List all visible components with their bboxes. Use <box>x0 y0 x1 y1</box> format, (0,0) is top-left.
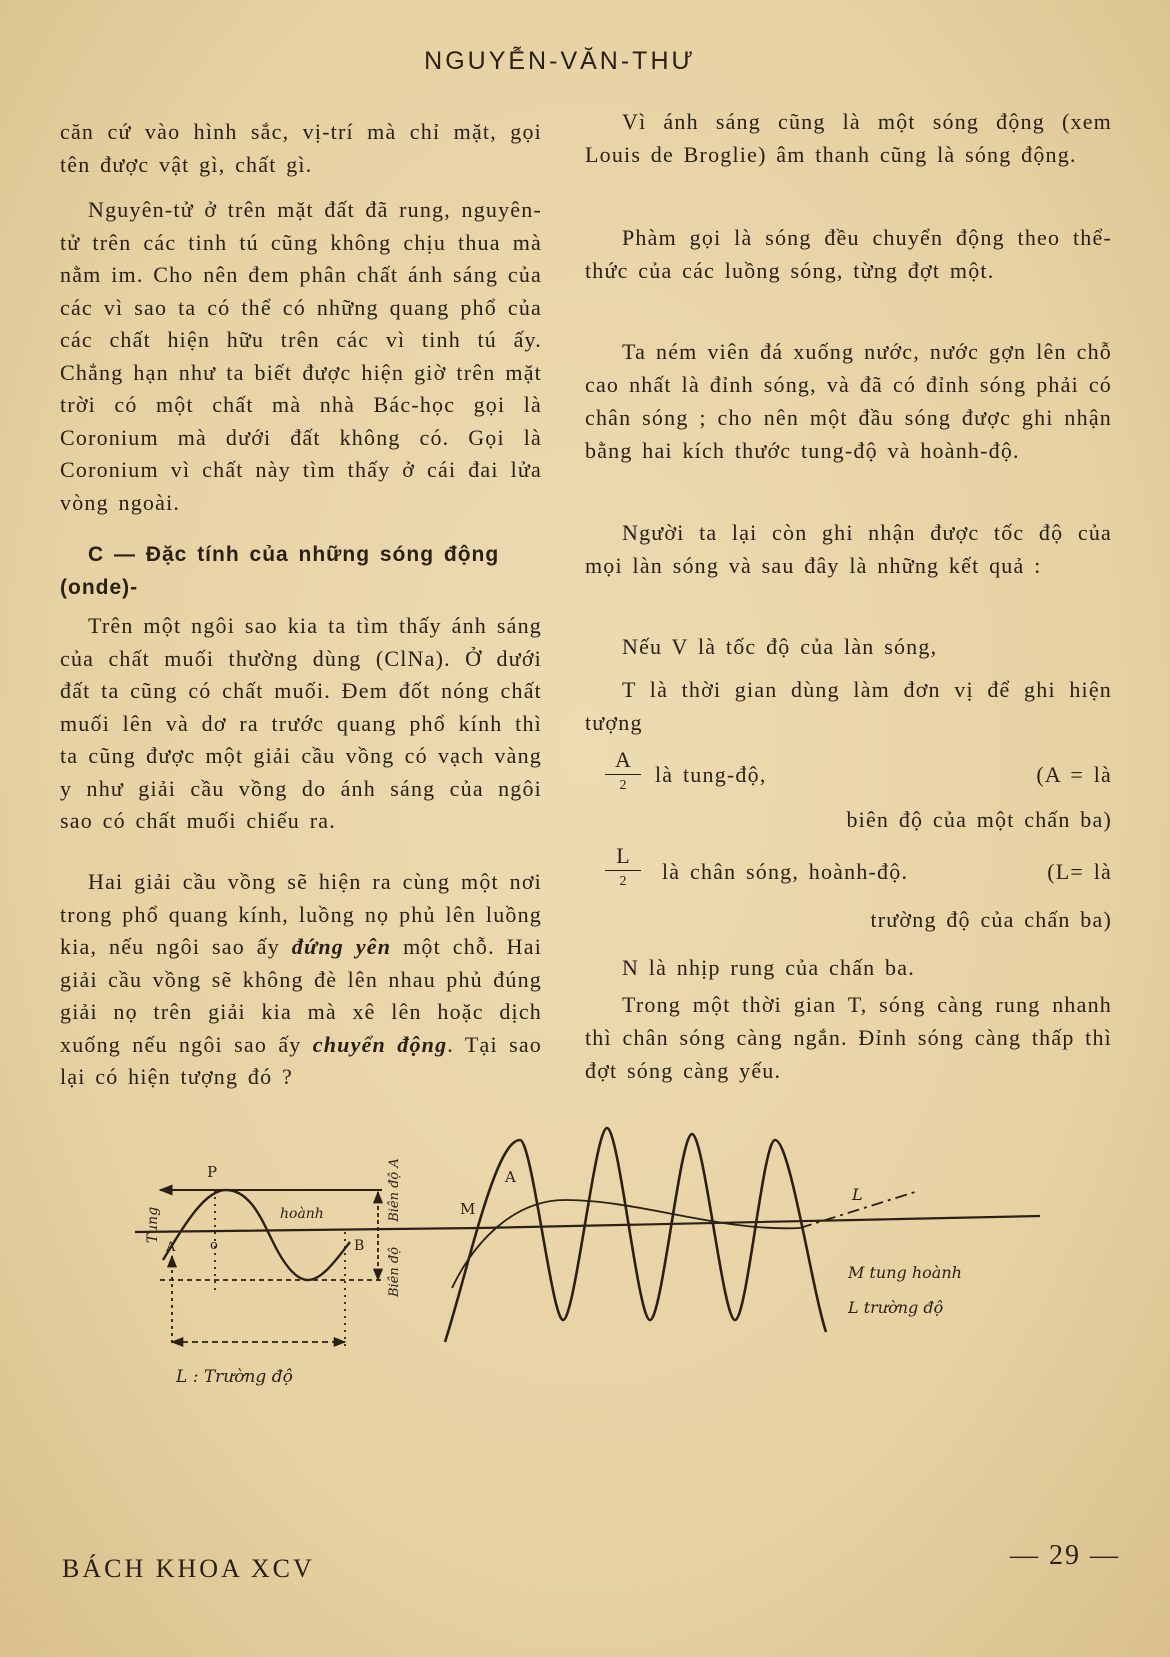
running-title: NGUYỄN-VĂN-THƯ <box>424 47 696 75</box>
paragraph-stone-water: Ta ném viên đá xuống nước, nước gợn lên chỗ cao nhất là đỉnh sóng, và đã có đỉnh sóng phải có chân sóng ; cho nên một đầu sóng được ghi nhận bằng hai kích thước tung-độ và hoành-độ. <box>585 339 1112 463</box>
fraction-l-definition: là chân sóng, hoành-độ. <box>662 859 909 884</box>
paragraph-results: Người ta lại còn ghi nhận được tốc độ của mọi làn sóng và sau đây là những kết quả : <box>585 520 1112 578</box>
paragraph-conclusion: Trong một thời gian T, sóng càng rung nhanh thì chân sóng càng ngắn. Đỉnh sóng càng thấp thì đợt sóng càng yếu. <box>585 992 1112 1083</box>
fraction-numerator: A <box>615 747 631 772</box>
fraction-a-note-start: (A = là <box>1036 762 1112 787</box>
fraction-bar <box>605 870 641 871</box>
label-tung: Tung <box>145 1206 161 1244</box>
label-wavelength: L : Trường độ <box>176 1367 293 1387</box>
label-o: o <box>210 1238 218 1253</box>
fraction-l-note-end: trường độ của chấn ba) <box>870 907 1112 932</box>
legend-m: M tung hoành <box>848 1263 962 1282</box>
small-wave <box>163 1190 350 1280</box>
label-l-curve: L <box>852 1185 863 1204</box>
section-heading: C — Đặc tính của những sóng động (onde)- <box>60 543 500 599</box>
horizontal-axis <box>135 1216 1040 1232</box>
fraction-denominator: 2 <box>619 778 627 793</box>
label-m: M <box>460 1200 476 1218</box>
paragraph-text: Hai giải cầu vồng sẽ hiện ra cùng một nơi trong phổ quang kính, luồng nọ phủ lên luồng kia, nếu ngôi sao ấy <box>60 869 542 959</box>
fraction-denominator: 2 <box>619 874 627 889</box>
label-bien-do-a: Biên độ A <box>387 1158 402 1222</box>
fraction-a-definition: là tung-độ, <box>655 762 767 787</box>
paragraph-text: . Tại sao lại có hiện tượng đó ? <box>60 1031 543 1089</box>
paragraph-rainbow-shift <box>60 866 542 1094</box>
definition-t: T là thời gian dùng làm đơn vị để ghi hiện tượng <box>585 677 1112 735</box>
fraction-bar <box>605 774 641 775</box>
label-bien-do: Biên độ <box>387 1246 402 1298</box>
magazine-name: BÁCH KHOA XCV <box>62 1554 315 1583</box>
fraction-a-over-2 <box>603 748 643 794</box>
label-b: B <box>354 1238 365 1254</box>
label-p: P <box>207 1163 218 1181</box>
emphasis-stationary: đứng yên <box>291 934 392 959</box>
label-a-peak: A <box>505 1168 516 1186</box>
fraction-numerator: L <box>616 843 630 868</box>
paragraph-atoms: Nguyên-tử ở trên mặt đất đã rung, nguyên-tử trên các tinh tú cũng không chịu thua mà nằm im. Cho nên đem phân chất ánh sáng của các vì sao ta có thể có những quang phổ của các chất hiện hữu trên các vì tinh tú ấy. Chẳng hạn như ta biết được hiện giờ trên mặt trời có một chất mà nhà Bác-học gọi là Coronium mà dưới đất không có. Gọi là Coronium vì chất này tìm thấy ở cái đai lửa vòng ngoài. <box>60 197 542 515</box>
emphasis-moving: chuyển động <box>312 1031 448 1057</box>
large-wave <box>445 1128 826 1342</box>
fraction-l-over-2 <box>603 844 643 890</box>
definition-v: Nếu V là tốc độ của làn sóng, <box>622 634 938 659</box>
paragraph-text: một chỗ. Hai giải cầu vồng sẽ không đè lên nhau phủ đúng giải nọ trên giải kia mà xê lên hoặc dịch xuống nếu ngôi sao ấy <box>60 934 543 1057</box>
legend-l: L trường độ <box>848 1298 944 1317</box>
paragraph-light-wave: Vì ánh sáng cũng là một sóng động (xem Louis de Broglie) âm thanh cũng là sóng động. <box>585 109 1112 167</box>
paragraph-salt-spectrum: Trên một ngôi sao kia ta tìm thấy ánh sáng của chất muối thường dùng (ClNa). Ở dưới đất ta cũng có chất muối. Đem đốt nóng chất muối lên và dơ ra trước quang phổ kính thì ta cũng được một giải cầu vồng có vạch vàng y như giải cầu vồng do ánh sáng của ngôi sao có chất muối chiếu ra. <box>60 613 542 833</box>
page-number: — 29 — <box>1010 1540 1120 1571</box>
definition-n: N là nhịp rung của chấn ba. <box>622 955 915 980</box>
label-hoanh: hoành <box>280 1206 324 1222</box>
paragraph-wave-motion: Phàm gọi là sóng đều chuyển động theo thể-thức của các luồng sóng, từng đợt một. <box>585 225 1112 283</box>
paragraph-continuation: căn cứ vào hình sắc, vị-trí mà chỉ mặt, gọi tên được vật gì, chất gì. <box>60 119 542 177</box>
wave-diagram <box>0 1120 1170 1450</box>
fraction-a-note-end: biên độ của một chấn ba) <box>846 807 1112 832</box>
label-a-left: A <box>166 1240 176 1255</box>
fraction-l-note-start: (L= là <box>1047 859 1112 884</box>
